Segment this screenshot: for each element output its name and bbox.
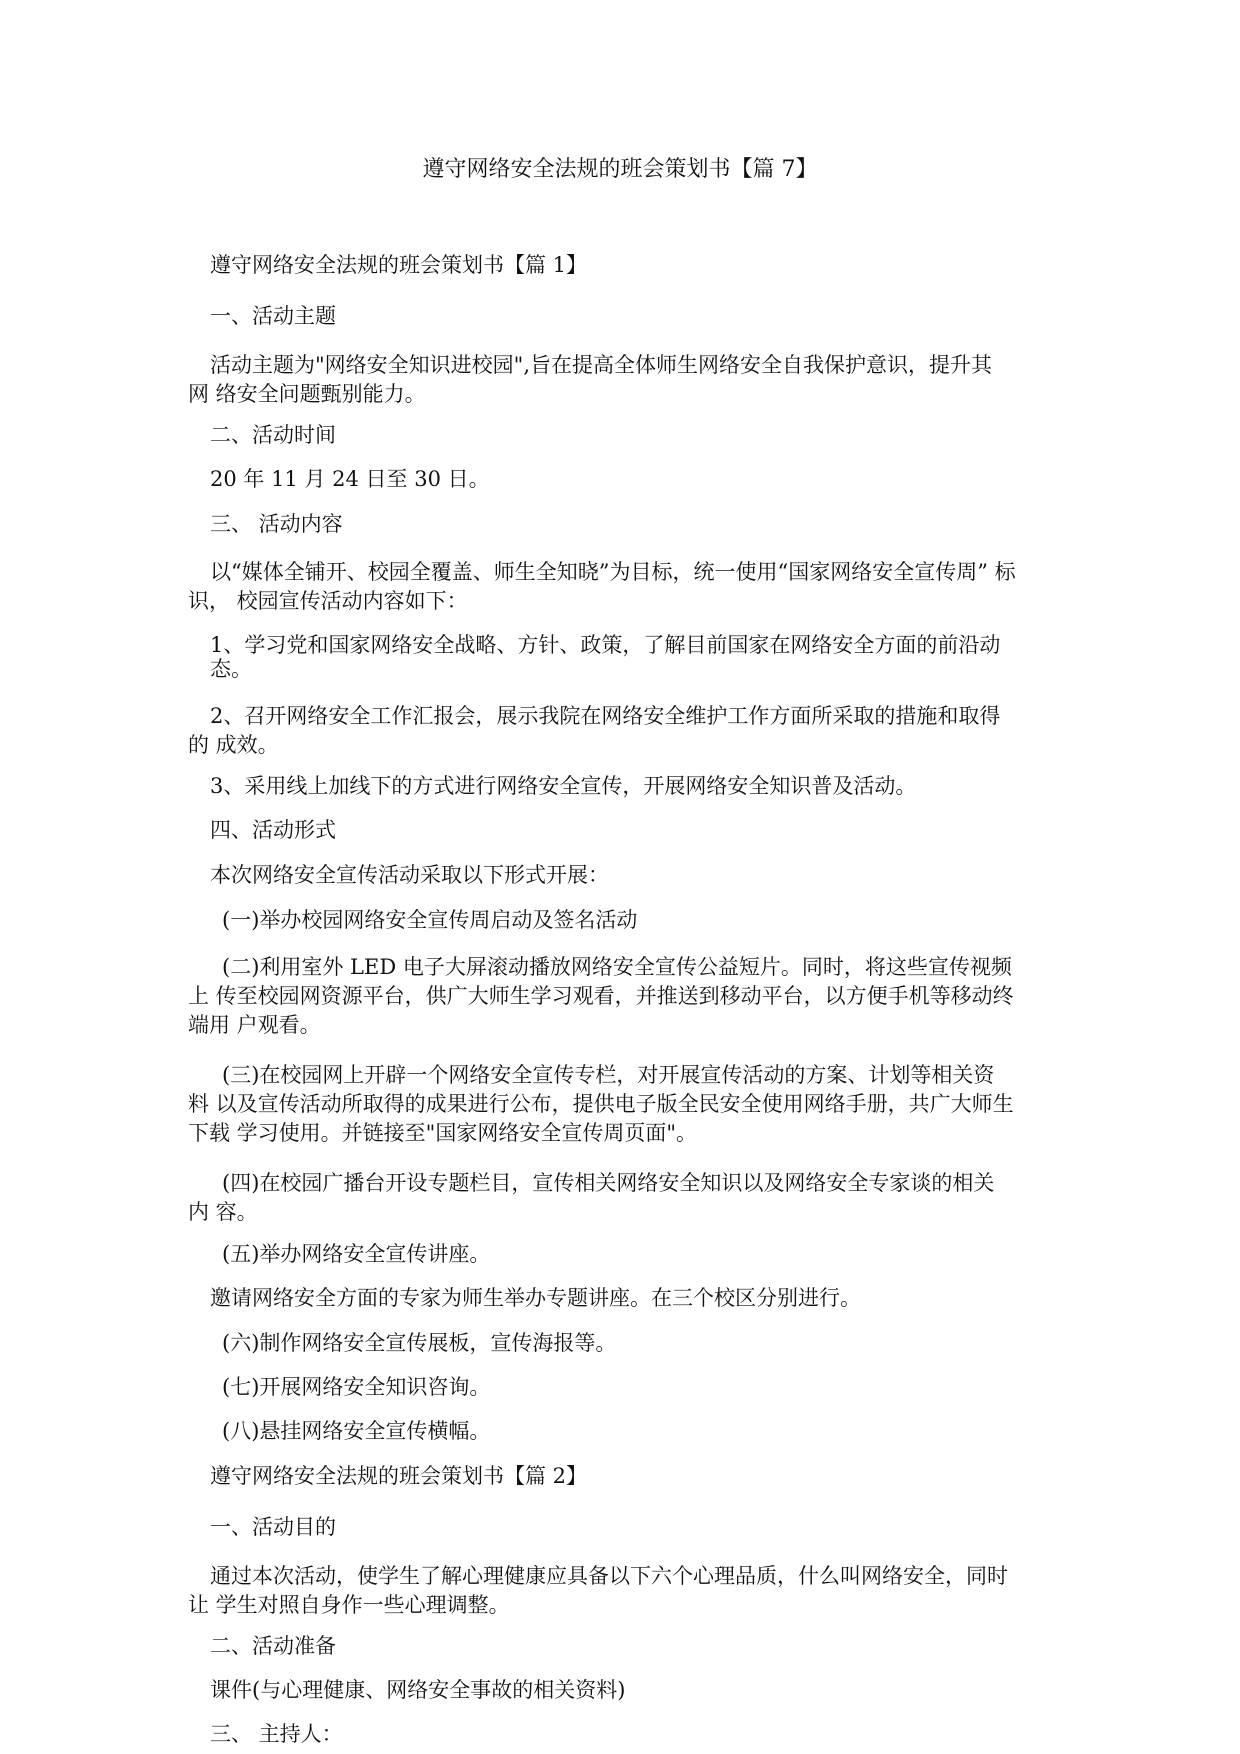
paragraph-line: 邀请网络安全方面的专家为师生举办专题讲座。在三个校区分别进行。 — [210, 1286, 861, 1310]
paragraph-line: 网 络安全问题甄别能力。 — [188, 382, 426, 406]
list-item-line: (三)在校园网上开辟一个网络安全宣传专栏，对开展宣传活动的方案、计划等相关资 — [222, 1063, 995, 1087]
section-heading-part-1: 遵守网络安全法规的班会策划书【篇 1】 — [210, 253, 588, 277]
list-item-line: (六)制作网络安全宣传展板，宣传海报等。 — [222, 1331, 617, 1355]
paragraph-line: 20 年 11 月 24 日至 30 日。 — [210, 467, 490, 491]
heading-activity-form: 四、活动形式 — [210, 818, 336, 842]
document-title: 遵守网络安全法规的班会策划书【篇 7】 — [422, 157, 818, 182]
heading-activity-time: 二、活动时间 — [210, 423, 336, 447]
list-item-line: (四)在校园广播台开设专题栏目，宣传相关网络安全知识以及网络安全专家谈的相关 — [222, 1171, 995, 1195]
heading-activity-content: 三、 活动内容 — [210, 512, 343, 536]
paragraph-line: 识， 校园宣传活动内容如下： — [188, 589, 468, 613]
list-item-line: 端用 户观看。 — [188, 1013, 321, 1037]
heading-activity-purpose: 一、活动目的 — [210, 1515, 336, 1539]
paragraph-line: 以“媒体全铺开、校园全覆盖、师生全知晓”为目标，统一使用“国家网络安全宣传周” 标 — [210, 560, 1016, 584]
heading-activity-preparation: 二、活动准备 — [210, 1634, 336, 1658]
list-item-line: 料 以及宣传活动所取得的成果进行公布，提供电子版全民安全使用网络手册，共广大师生 — [188, 1092, 1014, 1116]
list-item-line: 态。 — [210, 657, 252, 681]
paragraph-line: 课件(与心理健康、网络安全事故的相关资料) — [210, 1678, 626, 1702]
list-item-line: (二)利用室外 LED 电子大屏滚动播放网络安全宣传公益短片。同时，将这些宣传视频 — [222, 955, 1012, 979]
list-item-line: 内 容。 — [188, 1200, 258, 1224]
heading-activity-theme: 一、活动主题 — [210, 304, 336, 328]
list-item-line: 下载 学习使用。并链接至"国家网络安全宣传周页面"。 — [188, 1121, 697, 1145]
list-item-line: (五)举办网络安全宣传讲座。 — [222, 1242, 491, 1266]
list-item-line: 2、召开网络安全工作汇报会，展示我院在网络安全维护工作方面所采取的措施和取得 — [210, 704, 1001, 728]
heading-host: 三、 主持人： — [210, 1722, 343, 1746]
list-item-line: (七)开展网络安全知识咨询。 — [222, 1375, 491, 1399]
paragraph-line: 让 学生对照自身作一些心理调整。 — [188, 1593, 510, 1617]
paragraph-line: 活动主题为"网络安全知识进校园",旨在提高全体师生网络安全自我保护意识，提升其 — [210, 353, 992, 377]
paragraph-line: 通过本次活动，使学生了解心理健康应具备以下六个心理品质，什么叫网络安全，同时 — [210, 1564, 1008, 1588]
list-item-line: (八)悬挂网络安全宣传横幅。 — [222, 1419, 491, 1443]
list-item-line: 的 成效。 — [188, 733, 279, 757]
list-item-line: 3、采用线上加线下的方式进行网络安全宣传，开展网络安全知识普及活动。 — [210, 774, 917, 798]
list-item-line: 上 传至校园网资源平台，供广大师生学习观看，并推送到移动平台，以方便手机等移动终 — [188, 984, 1014, 1008]
list-item-line: (一)举办校园网络安全宣传周启动及签名活动 — [222, 908, 638, 932]
list-item-line: 1、学习党和国家网络安全战略、方针、政策，了解目前国家在网络安全方面的前沿动 — [210, 633, 1001, 657]
section-heading-part-2: 遵守网络安全法规的班会策划书【篇 2】 — [210, 1464, 588, 1488]
paragraph-line: 本次网络安全宣传活动采取以下形式开展： — [210, 863, 609, 887]
